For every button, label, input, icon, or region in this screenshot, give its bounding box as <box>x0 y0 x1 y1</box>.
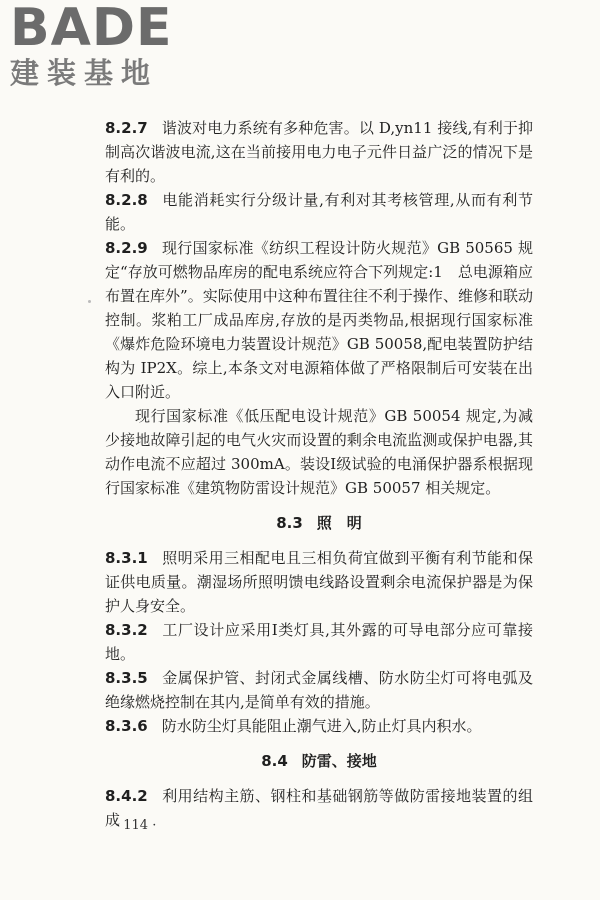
clause-text: 谐波对电力系统有多种危害。以 D,yn11 接线,有利于抑制高次谐波电流,这在当前接用电力电子元件日益广泛的情况下是有利的。 <box>105 119 533 185</box>
section-number: 8.4 <box>261 752 288 770</box>
clause-number: 8.3.2 <box>105 621 148 639</box>
clause-number: 8.2.8 <box>105 191 148 209</box>
section-number: 8.3 <box>276 514 303 532</box>
clause-number: 8.2.9 <box>105 239 148 257</box>
section-heading-8-3 <box>105 511 533 535</box>
clause-text: 利用结构主筋、钢柱和基础钢筋等做防雷接地装置的组成 <box>105 787 533 829</box>
logo-subtitle: 建装基地 <box>10 56 159 90</box>
section-title: 防雷、接地 <box>301 752 377 770</box>
clause-8-2-9-continued <box>105 404 533 500</box>
page-number: · 114 · <box>115 818 157 833</box>
clause-number: 8.3.6 <box>105 717 148 735</box>
clause-text: 电能消耗实行分级计量,有利对其考核管理,从而有利节能。 <box>105 191 533 233</box>
logo <box>10 2 180 94</box>
clause-text: 金属保护管、封闭式金属线槽、防水防尘灯可将电弧及绝缘燃烧控制在其内,是简单有效的措施。 <box>105 669 533 711</box>
clause-number: 8.4.2 <box>105 787 148 805</box>
clause-8-2-9 <box>105 236 533 404</box>
clause-number: 8.3.5 <box>105 669 148 687</box>
clause-text: 现行国家标准《纺织工程设计防火规范》GB 50565 规定“存放可燃物品库房的配电系统应符合下列规定:1 总电源箱应布置在库外”。实际使用中这种布置往往不利于操作、维修和联动控制。浆粕工厂成品库房,存放的是丙类物品,根据现行国家标准《爆炸危险环境电力装置设计规范》GB 50058,配电装置防护结构为 IP2X。综上,本条文对电源箱体做了严格限制后可安装在出入口附近。 <box>105 239 533 401</box>
logo-brand: BADE <box>10 0 173 58</box>
section-title: 照 明 <box>316 514 362 532</box>
clause-8-2-7 <box>105 116 533 188</box>
clause-8-2-8 <box>105 188 533 236</box>
clause-number: 8.2.7 <box>105 119 148 137</box>
clause-text: 工厂设计应采用Ⅰ类灯具,其外露的可导电部分应可靠接地。 <box>105 621 533 663</box>
clause-8-3-2 <box>105 618 533 666</box>
scan-speck <box>88 300 91 303</box>
clause-8-3-1 <box>105 546 533 618</box>
section-heading-8-4 <box>105 749 533 773</box>
clause-8-3-6 <box>105 714 533 738</box>
clause-8-3-5 <box>105 666 533 714</box>
clause-number: 8.3.1 <box>105 549 148 567</box>
clause-text: 现行国家标准《低压配电设计规范》GB 50054 规定,为减少接地故障引起的电气火灾而设置的剩余电流监测或保护电器,其动作电流不应超过 300mA。装设Ⅰ级试验的电涌保护器系根据现行国家标准《建筑物防雷设计规范》GB 50057 相关规定。 <box>105 407 533 497</box>
clause-text: 照明采用三相配电且三相负荷宜做到平衡有利节能和保证供电质量。潮湿场所照明馈电线路设置剩余电流保护器是为保护人身安全。 <box>105 549 533 615</box>
clause-8-4-2 <box>105 784 533 832</box>
clause-text: 防水防尘灯具能阻止潮气进入,防止灯具内积水。 <box>161 717 482 735</box>
document-body <box>105 116 533 832</box>
